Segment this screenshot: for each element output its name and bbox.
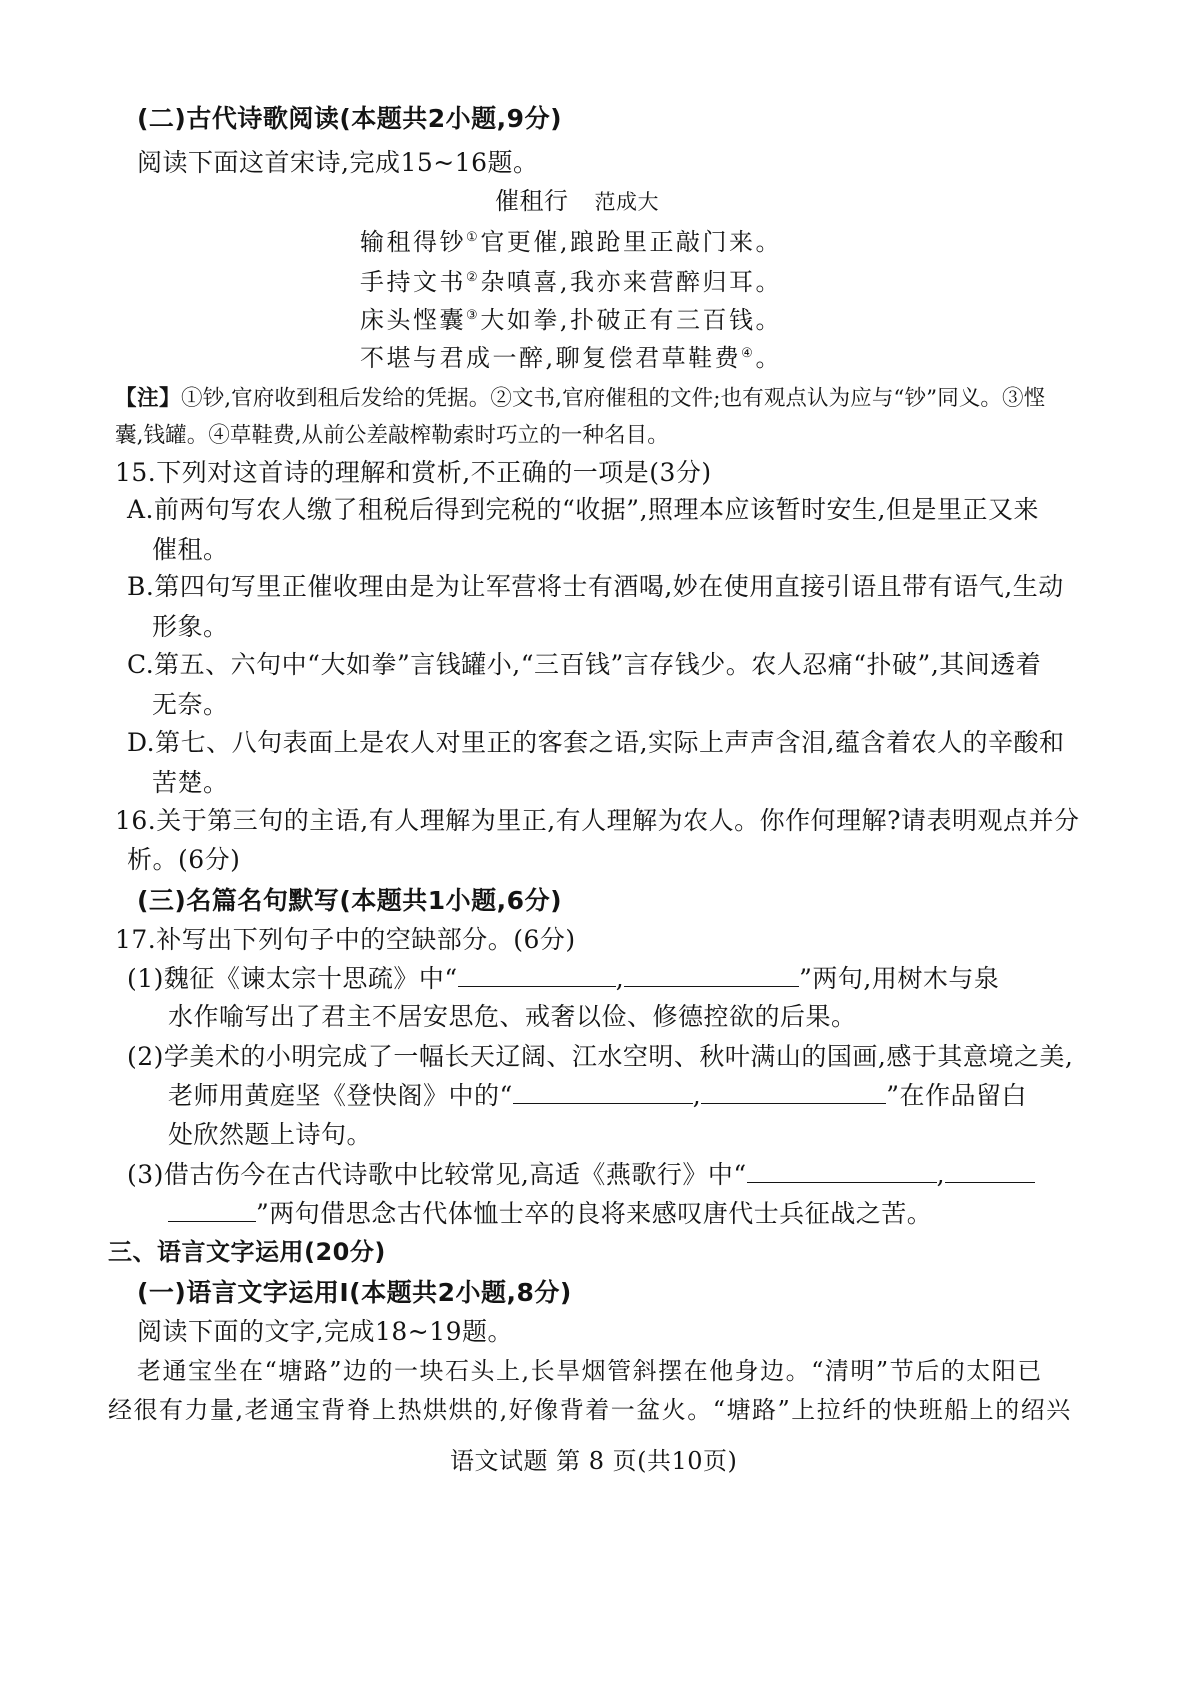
poem-title-line bbox=[495, 187, 659, 216]
part-3-heading: 三、语言文字运用(20分) bbox=[108, 1238, 386, 1266]
answer-blank[interactable] bbox=[945, 1160, 1035, 1183]
poem-line-4: 不堪与君成一醉,聊复偿君草鞋费④。 bbox=[360, 344, 782, 372]
footnote-marker-2: ② bbox=[466, 270, 481, 285]
q17-part-1-line-1: (1)魏征《谏太宗十思疏》中“ , ”两句,用树木与泉 bbox=[127, 964, 1000, 993]
part-3-instruction: 阅读下面的文字,完成18~19题。 bbox=[137, 1317, 514, 1346]
poem-line-1: 输租得钞①官更催,踉跄里正敲门来。 bbox=[360, 228, 782, 256]
answer-blank[interactable] bbox=[513, 1081, 693, 1104]
option-c-line-2: 无奈。 bbox=[152, 690, 229, 719]
question-17-stem: 17.补写出下列句子中的空缺部分。(6分) bbox=[115, 925, 576, 954]
option-a-line-1: A.前两句写农人缴了租税后得到完税的“收据”,照理本应该暂时安生,但是里正又来 bbox=[127, 495, 1039, 524]
question-16-line-2: 析。(6分) bbox=[127, 845, 241, 874]
q17-part-2-line-3: 处欣然题上诗句。 bbox=[168, 1120, 373, 1149]
question-16-line-1: 16.关于第三句的主语,有人理解为里正,有人理解为农人。你作何理解?请表明观点并分 bbox=[115, 806, 1080, 835]
poem-title: 催租行 bbox=[495, 187, 569, 215]
poem-line-2: 手持文书②杂嗔喜,我亦来营醉归耳。 bbox=[360, 268, 782, 296]
notes-label: 【注】 bbox=[115, 386, 182, 411]
q17-part-2-line-1: (2)学美术的小明完成了一幅长天辽阔、江水空明、秋叶满山的国画,感于其意境之美, bbox=[127, 1042, 1074, 1071]
answer-blank[interactable] bbox=[747, 1160, 937, 1183]
option-c-line-1: C.第五、六句中“大如拳”言钱罐小,“三百钱”言存钱少。农人忍痛“扑破”,其间透着 bbox=[127, 650, 1042, 679]
q17-part-2-line-2: 老师用黄庭坚《登快阁》中的“ , ”在作品留白 bbox=[168, 1081, 1028, 1110]
section-heading-dictation: (三)名篇名句默写(本题共1小题,6分) bbox=[137, 886, 562, 915]
footnote-marker-4: ④ bbox=[741, 346, 756, 361]
poem-author: 范成大 bbox=[594, 190, 659, 214]
poetry-instruction: 阅读下面这首宋诗,完成15~16题。 bbox=[137, 148, 539, 177]
option-d-line-1: D.第七、八句表面上是农人对里正的客套之语,实际上声声含泪,蕴含着农人的辛酸和 bbox=[127, 728, 1065, 757]
answer-blank[interactable] bbox=[701, 1081, 886, 1104]
question-15-stem: 15.下列对这首诗的理解和赏析,不正确的一项是(3分) bbox=[115, 458, 712, 487]
section-heading-poetry: (二)古代诗歌阅读(本题共2小题,9分) bbox=[137, 104, 562, 133]
q17-part-3-line-1: (3)借古伤今在古代诗歌中比较常见,高适《燕歌行》中“ , bbox=[127, 1160, 1035, 1190]
option-d-line-2: 苦楚。 bbox=[152, 768, 229, 797]
answer-blank[interactable] bbox=[624, 964, 799, 987]
answer-blank[interactable] bbox=[458, 964, 616, 987]
footnote-marker-1: ① bbox=[466, 230, 481, 245]
footnote-marker-3: ③ bbox=[466, 308, 481, 323]
option-b-line-1: B.第四句写里正催收理由是为让军营将士有酒喝,妙在使用直接引语且带有语气,生动 bbox=[127, 572, 1064, 601]
page-footer: 语文试题 第 8 页(共10页) bbox=[450, 1447, 738, 1475]
passage-line-2: 经很有力量,老通宝背脊上热烘烘的,好像背着一盆火。“塘路”上拉纤的快班船上的绍兴 bbox=[108, 1396, 1072, 1424]
notes-line-1: 【注】①钞,官府收到租后发给的凭据。②文书,官府催租的文件;也有观点认为应与“钞”同义。③悭 bbox=[115, 386, 1046, 411]
option-b-line-2: 形象。 bbox=[152, 612, 229, 641]
option-a-line-2: 催租。 bbox=[152, 535, 229, 564]
poem-line-3: 床头悭囊③大如拳,扑破正有三百钱。 bbox=[360, 306, 782, 334]
part-3-sub-heading: (一)语言文字运用Ⅰ(本题共2小题,8分) bbox=[137, 1278, 572, 1307]
answer-blank[interactable] bbox=[168, 1199, 256, 1222]
q17-part-3-line-2: ”两句借思念古代体恤士卒的良将来感叹唐代士兵征战之苦。 bbox=[168, 1199, 932, 1229]
passage-line-1: 老通宝坐在“塘路”边的一块石头上,长旱烟管斜摆在他身边。“清明”节后的太阳已 bbox=[137, 1357, 1043, 1385]
notes-line-2: 囊,钱罐。④草鞋费,从前公差敲榨勒索时巧立的一种名目。 bbox=[115, 423, 669, 448]
q17-part-1-line-2: 水作喻写出了君主不居安思危、戒奢以俭、修德控欲的后果。 bbox=[168, 1002, 857, 1031]
